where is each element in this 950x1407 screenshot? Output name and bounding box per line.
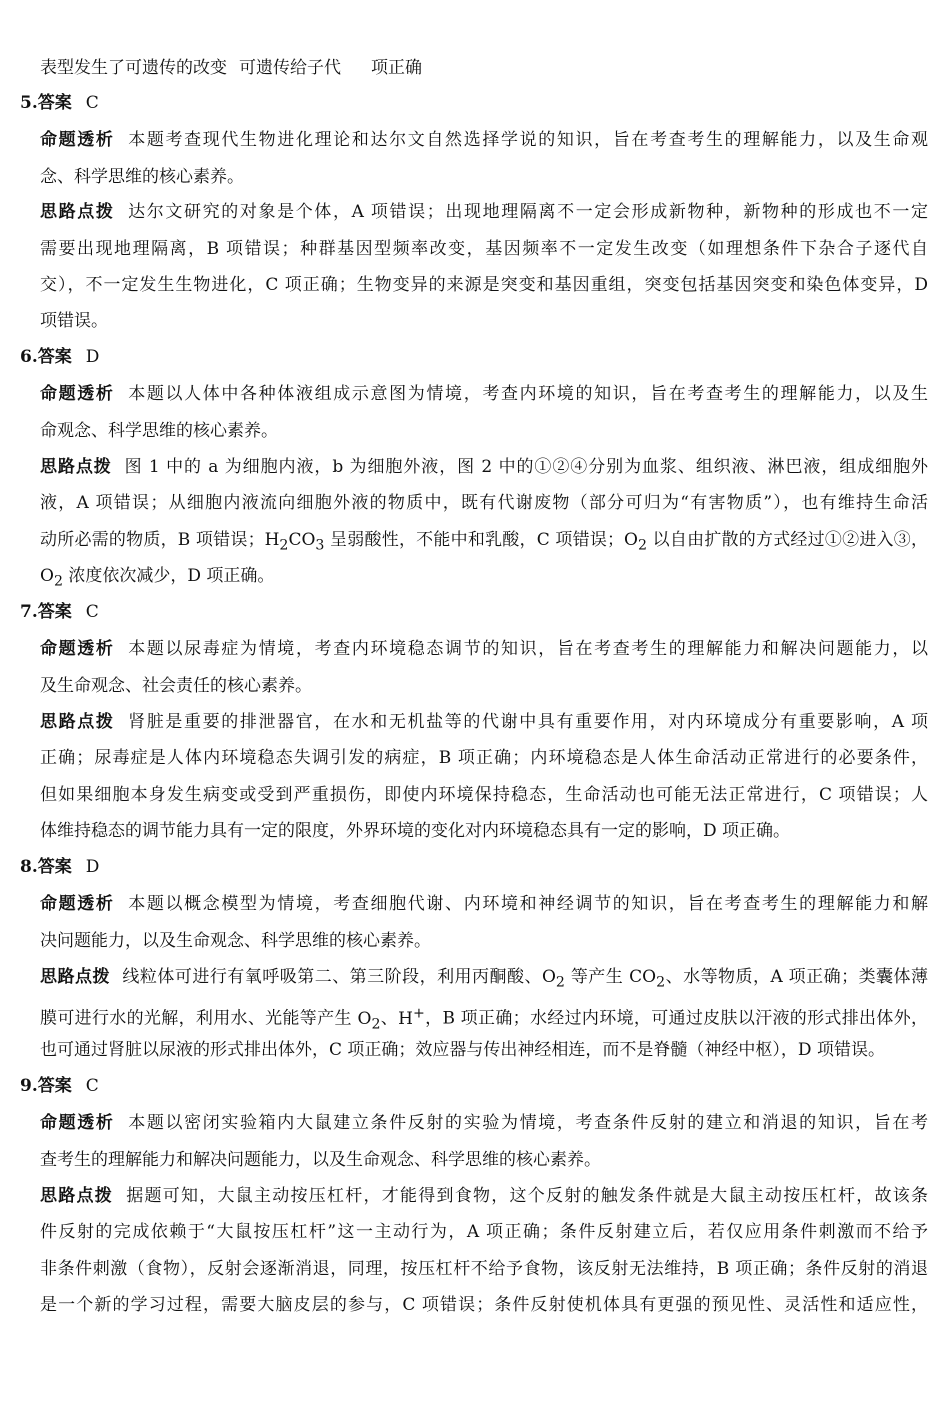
q5-analysis-line: 念、科学思维的核心素养。	[40, 167, 244, 187]
q5-approach-line: 思路点拨 达尔文研究的对象是个体，A 项错误；出现地理隔离不一定会形成新物种，新物种的形成也不一定	[40, 202, 928, 222]
q5-answer: 5.答案 C	[20, 93, 99, 113]
intro-line: 表型发生了可遗传的改变 可遗传给子代 项正确	[40, 58, 422, 78]
q5-approach-line: 交），不一定发生生物进化，C 项正确；生物变异的来源是突变和基因重组，突变包括基因突变和染色体变异，D	[40, 275, 928, 295]
q9-approach-line: 思路点拨 据题可知，大鼠主动按压杠杆，才能得到食物，这个反射的触发条件就是大鼠主动按压杠杆，故该条	[40, 1186, 928, 1206]
q9-analysis-line: 命题透析 本题以密闭实验箱内大鼠建立条件反射的实验为情境，考查条件反射的建立和消退的知识，旨在考	[40, 1113, 929, 1133]
q8-approach-line: 思路点拨 线粒体可进行有氧呼吸第二、第三阶段，利用丙酮酸、$O_2$ 等产生 $CO_2$、水等物质，A 项正确；类囊体薄	[40, 967, 929, 991]
h2co3-formula: $H_2CO_3$	[264, 530, 325, 554]
q9-approach-line: 件反射的完成依赖于“大鼠按压杠杆”这一主动行为，A 项正确；条件反射建立后，若仅应用条件刺激而不给予	[40, 1222, 928, 1242]
q8-approach-line: 也可通过肾脏以尿液的形式排出体外，C 项正确；效应器与传出神经相连，而不是脊髓（神经中枢），D 项错误。	[40, 1040, 885, 1060]
q5-approach-line: 需要出现地理隔离，B 项错误；种群基因型频率改变，基因频率不一定发生改变（如理想条件下杂合子逐代自	[40, 239, 928, 259]
q6-analysis-line: 命题透析 本题以人体中各种体液组成示意图为情境，考查内环境的知识，旨在考查考生的理解能力，以及生	[40, 384, 929, 404]
q6-approach-line: 动所必需的物质，B 项错误；$H_2CO_3$ 呈弱酸性，不能中和乳酸，C 项错误；$O_2$ 以自由扩散的方式经过①②进入③，	[40, 530, 929, 554]
o2-formula: $O_2$	[40, 566, 63, 590]
q7-analysis-line: 及生命观念、社会责任的核心素养。	[40, 676, 312, 696]
q8-answer: 8.答案 D	[20, 857, 100, 877]
q7-answer: 7.答案 C	[20, 602, 99, 622]
q9-analysis-line: 查考生的理解能力和解决问题能力，以及生命观念、科学思维的核心素养。	[40, 1150, 601, 1170]
q5-approach-line: 项错误。	[40, 311, 108, 331]
q9-approach-line: 非条件刺激（食物），反射会逐渐消退，同理，按压杠杆不给予食物，该反射无法维持，B 项正确；条件反射的消退	[40, 1259, 928, 1279]
q9-answer: 9.答案 C	[20, 1076, 99, 1096]
q6-approach-line: 思路点拨 图 1 中的 a 为细胞内液，b 为细胞外液，图 2 中的①②④分别为血浆、组织液、淋巴液，组成细胞外	[40, 457, 928, 477]
q7-approach-line: 体维持稳态的调节能力具有一定的限度，外界环境的变化对内环境稳态具有一定的影响，D 项正确。	[40, 821, 791, 841]
q8-approach-line: 膜可进行水的光解，利用水、光能等产生 $O_2$、H+，B 项正确；水经过内环境，可通过皮肤以汗液的形式排出体外，	[40, 1005, 929, 1033]
q7-analysis-line: 命题透析 本题以尿毒症为情境，考查内环境稳态调节的知识，旨在考查考生的理解能力和解决问题能力，以	[40, 639, 929, 659]
q7-approach-line: 但如果细胞本身发生病变或受到严重损伤，即使内环境保持稳态，生命活动也可能无法正常进行，C 项错误；人	[40, 785, 928, 805]
o2-formula: $O_2$	[624, 530, 647, 554]
q9-approach-line: 是一个新的学习过程，需要大脑皮层的参与，C 项错误；条件反射使机体具有更强的预见性、灵活性和适应性，	[40, 1295, 928, 1315]
q6-analysis-line: 命观念、科学思维的核心素养。	[40, 421, 278, 441]
q6-approach-line: $O_2$ 浓度依次减少，D 项正确。	[40, 566, 275, 590]
co2-formula: $CO_2$	[629, 967, 666, 991]
q6-approach-line: 液，A 项错误；从细胞内液流向细胞外液的物质中，既有代谢废物（部分可归为“有害物质”），也有维持生命活	[40, 493, 928, 513]
q8-analysis-line: 命题透析 本题以概念模型为情境，考查细胞代谢、内环境和神经调节的知识，旨在考查考生的理解能力和解	[40, 894, 929, 914]
o2-formula: $O_2$	[357, 1008, 381, 1033]
h-ion-formula: H+	[398, 1005, 425, 1029]
q8-analysis-line: 决问题能力，以及生命观念、科学思维的核心素养。	[40, 931, 431, 951]
q7-approach-line: 思路点拨 肾脏是重要的排泄器官，在水和无机盐等的代谢中具有重要作用，对内环境成分有重要影响，A 项	[40, 712, 928, 732]
q5-analysis-line: 命题透析 本题考查现代生物进化理论和达尔文自然选择学说的知识，旨在考查考生的理解能力，以及生命观	[40, 130, 929, 150]
q7-approach-line: 正确；尿毒症是人体内环境稳态失调引发的病症，B 项正确；内环境稳态是人体生命活动正常进行的必要条件，	[40, 748, 928, 768]
q6-answer: 6.答案 D	[20, 347, 100, 367]
o2-formula: $O_2$	[541, 967, 565, 991]
